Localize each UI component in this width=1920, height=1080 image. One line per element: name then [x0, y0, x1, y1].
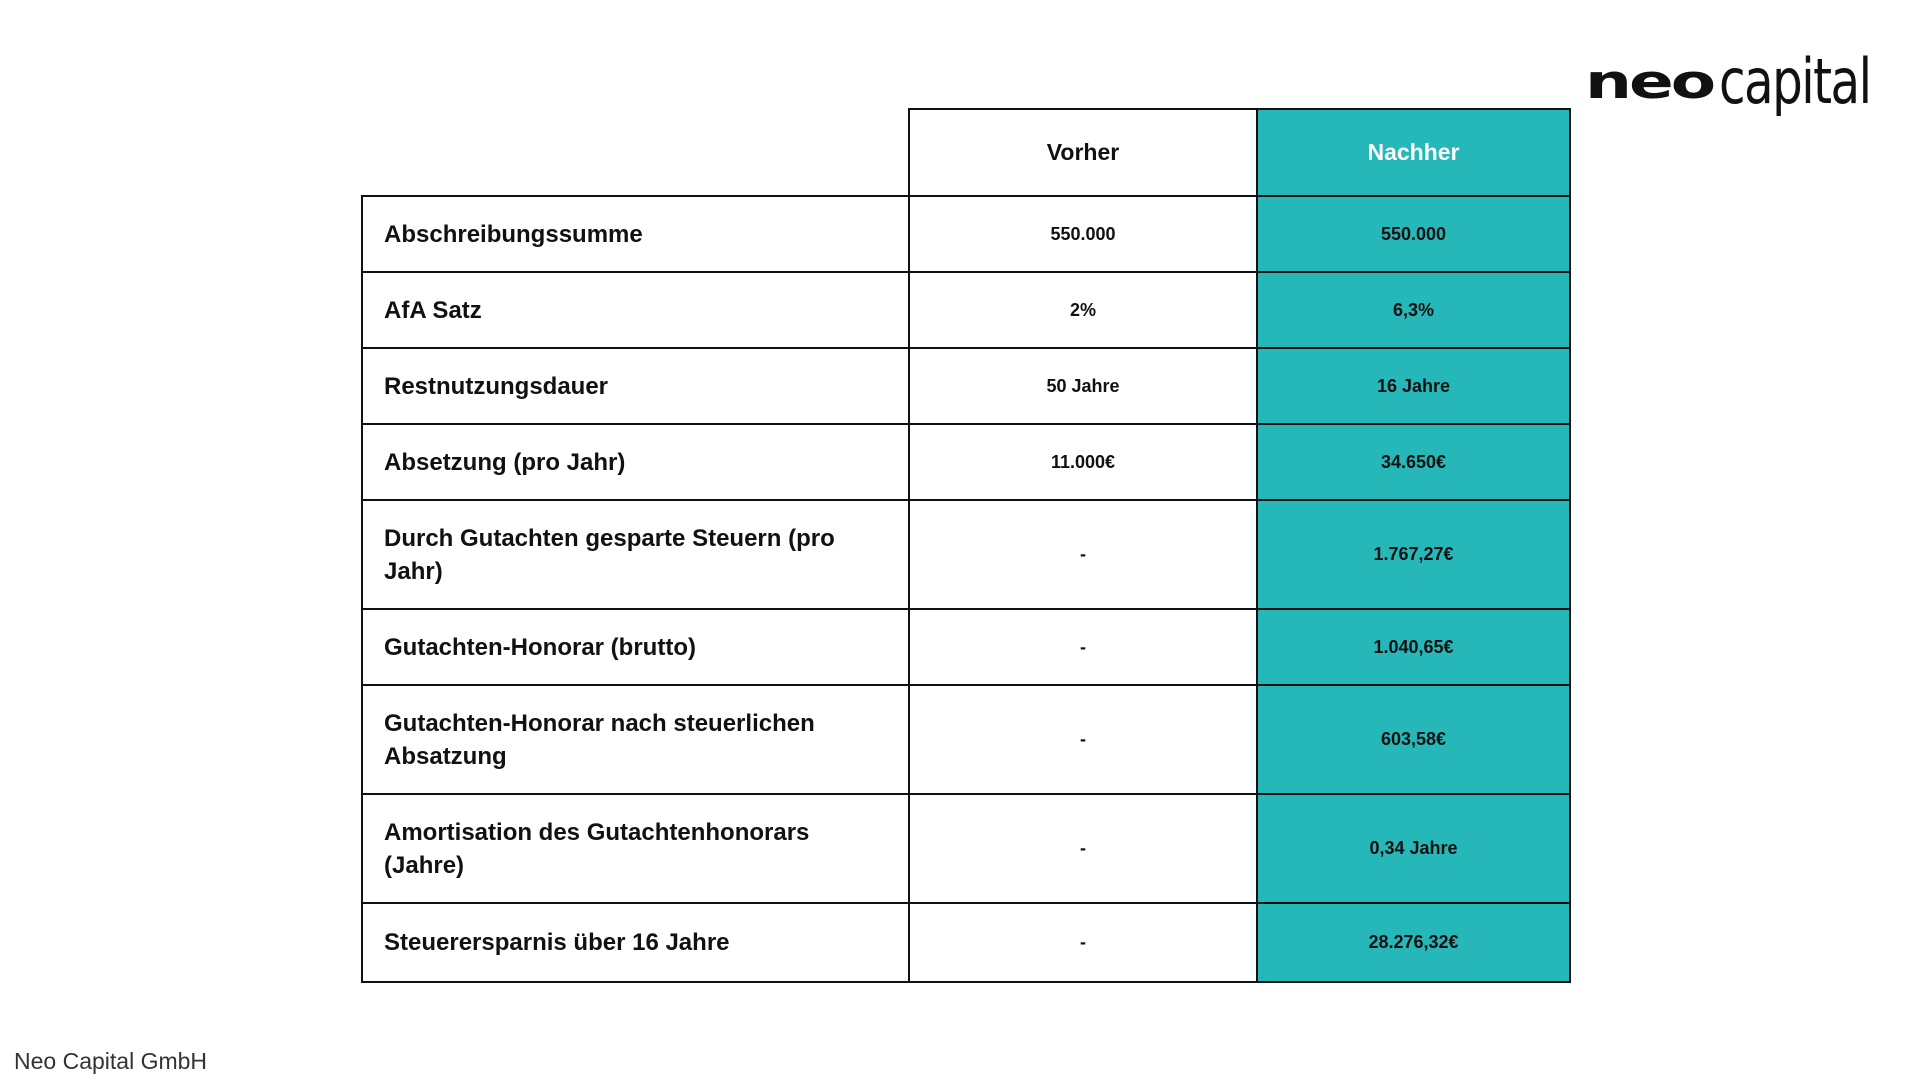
column-header-nachher: Nachher	[1256, 108, 1571, 197]
row-label: Steuerersparnis über 16 Jahre	[361, 904, 908, 983]
row-label: Amortisation des Gutachtenhonorars (Jahre)	[361, 795, 908, 904]
neocapital-logo	[1585, 42, 1913, 122]
row-value-before: -	[908, 904, 1256, 983]
header-blank-cell	[361, 108, 908, 197]
row-value-before: -	[908, 795, 1256, 904]
row-label: Gutachten-Honorar nach steuerlichen Absatzung	[361, 686, 908, 795]
table-row	[361, 610, 1571, 686]
table-row	[361, 349, 1571, 425]
table-row	[361, 273, 1571, 349]
row-value-before: 50 Jahre	[908, 349, 1256, 425]
row-label: Gutachten-Honorar (brutto)	[361, 610, 908, 686]
row-value-after: 16 Jahre	[1256, 349, 1571, 425]
comparison-table	[361, 108, 1571, 983]
row-value-after: 1.040,65€	[1256, 610, 1571, 686]
row-value-before: -	[908, 686, 1256, 795]
row-value-before: -	[908, 610, 1256, 686]
row-value-after: 28.276,32€	[1256, 904, 1571, 983]
row-value-before: 550.000	[908, 197, 1256, 273]
row-value-before: 2%	[908, 273, 1256, 349]
row-value-after: 6,3%	[1256, 273, 1571, 349]
row-label: Restnutzungsdauer	[361, 349, 908, 425]
table-row	[361, 197, 1571, 273]
row-value-after: 34.650€	[1256, 425, 1571, 501]
row-value-after: 0,34 Jahre	[1256, 795, 1571, 904]
row-label: Absetzung (pro Jahr)	[361, 425, 908, 501]
row-value-before: 11.000€	[908, 425, 1256, 501]
row-value-before: -	[908, 501, 1256, 610]
row-value-after: 550.000	[1256, 197, 1571, 273]
table-row	[361, 686, 1571, 795]
row-label: Abschreibungssumme	[361, 197, 908, 273]
row-label: AfA Satz	[361, 273, 908, 349]
logo-neo-text: neo	[1585, 53, 1714, 110]
row-label: Durch Gutachten gesparte Steuern (pro Jahr)	[361, 501, 908, 610]
table-row	[361, 425, 1571, 501]
footer-company-name: Neo Capital GmbH	[14, 1048, 208, 1074]
table-row	[361, 904, 1571, 983]
table-header-row	[361, 108, 1571, 197]
logo-capital-text: capital	[1719, 45, 1871, 118]
table-row	[361, 795, 1571, 904]
table-row	[361, 501, 1571, 610]
row-value-after: 1.767,27€	[1256, 501, 1571, 610]
column-header-vorher: Vorher	[908, 108, 1256, 197]
row-value-after: 603,58€	[1256, 686, 1571, 795]
